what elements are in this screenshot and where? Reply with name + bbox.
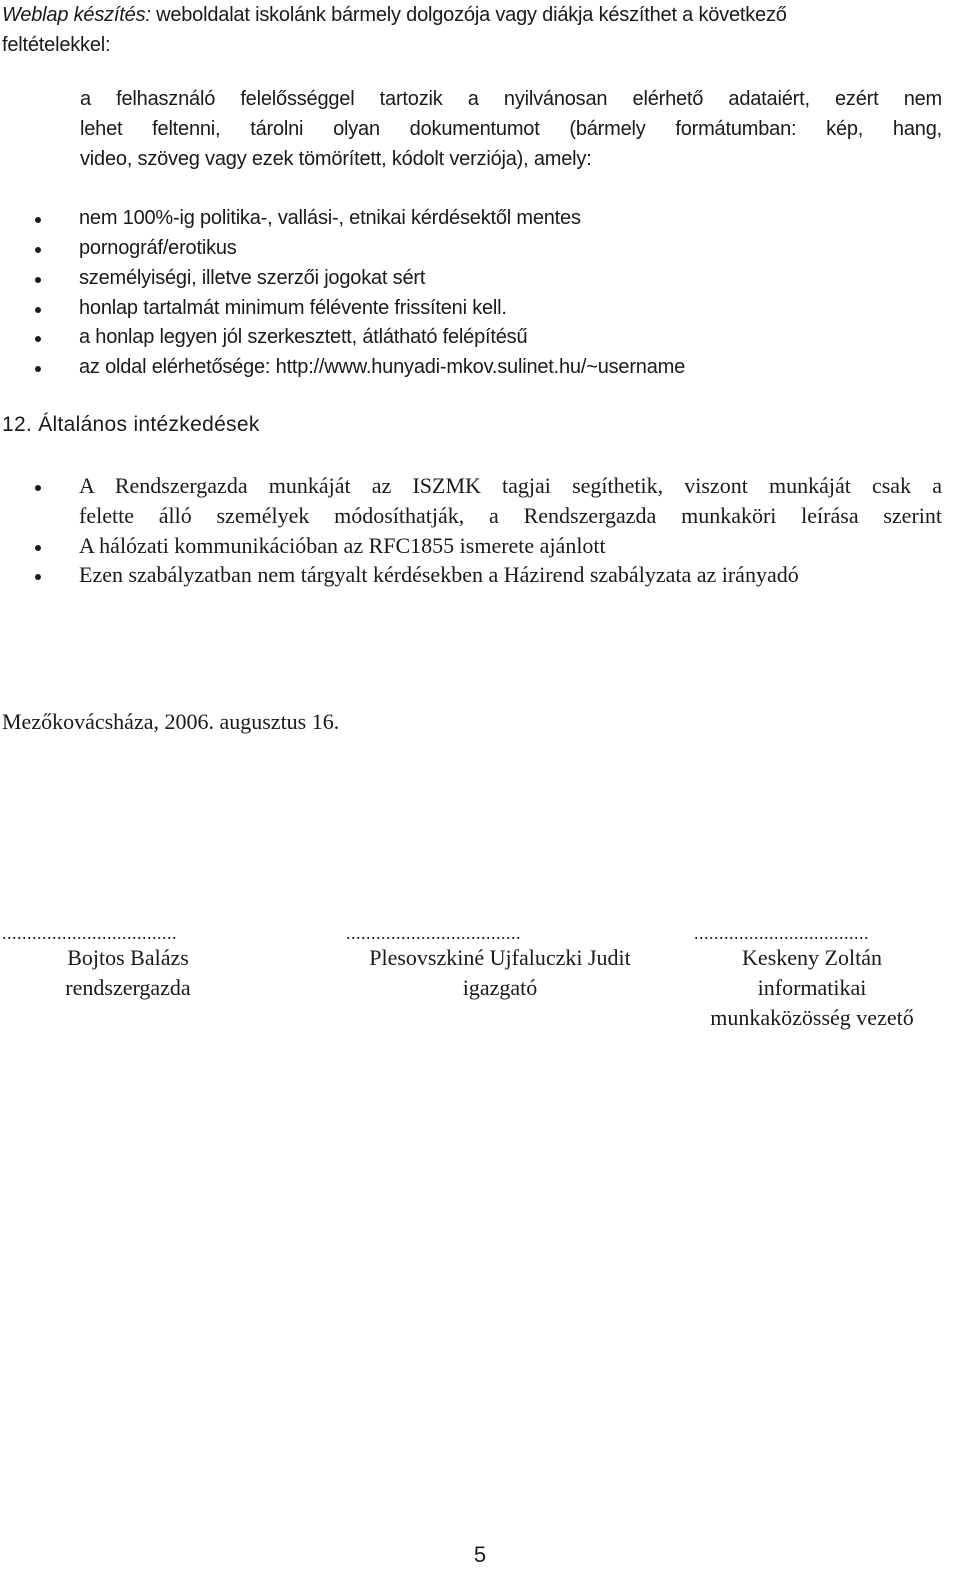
bullet-icon — [35, 336, 41, 342]
section12-item3: Ezen szabályzatban nem tárgyalt kérdésekben a Házirend szabályzata az irányadó — [79, 562, 799, 587]
condition-text: személyiségi, illetve szerzői jogokat sért — [79, 267, 426, 289]
list-item-continuation — [0, 501, 960, 531]
intro-lead: Weblap készítés: — [2, 4, 151, 26]
intro-line-1 — [2, 0, 952, 30]
list-item — [0, 352, 960, 382]
condition-text: a honlap legyen jól szerkesztett, átlátható felépítésű — [79, 326, 528, 348]
intro-paragraph — [2, 0, 952, 60]
signer-name: Keskeny Zoltán — [742, 945, 882, 970]
list-item — [0, 471, 960, 501]
responsibility-paragraph — [80, 84, 942, 174]
list-item — [0, 203, 960, 233]
signer-name: Bojtos Balázs — [67, 945, 189, 970]
intro-text-1: weboldalat iskolánk bármely dolgozója vagy diákja készíthet a következő — [150, 4, 787, 26]
condition-text: honlap tartalmát minimum félévente frissíteni kell. — [79, 297, 507, 319]
list-item — [0, 322, 960, 352]
bullet-icon — [35, 247, 41, 253]
signer-role: igazgató — [462, 975, 538, 1000]
place-date: Mezőkovácsháza, 2006. augusztus 16. — [2, 709, 340, 734]
signer-name: Plesovszkiné Ujfaluczki Judit — [369, 945, 631, 970]
list-item — [0, 263, 960, 293]
section12-item1-line1: A Rendszergazda munkáját az ISZMK tagjai segíthetik, viszont munkáját csak a — [79, 473, 942, 498]
page-number: 5 — [473, 1542, 487, 1567]
condition-text: pornográf/erotikus — [79, 237, 237, 259]
signer-role: rendszergazda — [65, 975, 191, 1000]
bullet-icon — [35, 574, 41, 580]
bullet-icon — [35, 545, 41, 551]
condition-text: nem 100%-ig politika-, vallási-, etnikai kérdésektől mentes — [79, 207, 581, 229]
bullet-icon — [35, 366, 41, 372]
section-title: 12. Általános intézkedések — [2, 413, 260, 436]
signer-role-line1: informatikai — [757, 975, 867, 1000]
intro-line-2: feltételekkel: — [2, 34, 111, 56]
signer-role-line2: munkaközösség vezető — [710, 1005, 914, 1030]
responsibility-line-1: a felhasználó felelősséggel tartozik a nyilvánosan elérhető adataiért, ezért nem — [80, 88, 942, 110]
section12-item1-line2: felette álló személyek módosíthatják, a Rendszergazda munkaköri leírása szerint — [79, 503, 942, 528]
bullet-icon — [35, 277, 41, 283]
signature-center — [330, 943, 670, 1003]
condition-text: az oldal elérhetősége: http://www.hunyadi-mkov.sulinet.hu/~username — [79, 356, 686, 378]
bullet-icon — [35, 307, 41, 313]
list-item — [0, 560, 960, 590]
bullet-icon — [35, 485, 41, 491]
section12-item2: A hálózati kommunikációban az RFC1855 ismerete ajánlott — [79, 533, 606, 558]
signature-left — [18, 943, 238, 1003]
list-item — [0, 293, 960, 323]
signature-line-left: ................................... — [2, 923, 177, 943]
signature-right — [682, 943, 942, 1033]
bullet-icon — [35, 217, 41, 223]
list-item — [0, 233, 960, 263]
responsibility-line-2: lehet feltenni, tárolni olyan dokumentumot (bármely formátumban: kép, hang, — [80, 118, 942, 140]
responsibility-line-3: video, szöveg vagy ezek tömörített, kódolt verziója), amely: — [80, 148, 592, 170]
signature-line-center: ................................... — [346, 923, 521, 943]
list-item — [0, 531, 960, 561]
signature-line-right: ................................... — [694, 923, 869, 943]
